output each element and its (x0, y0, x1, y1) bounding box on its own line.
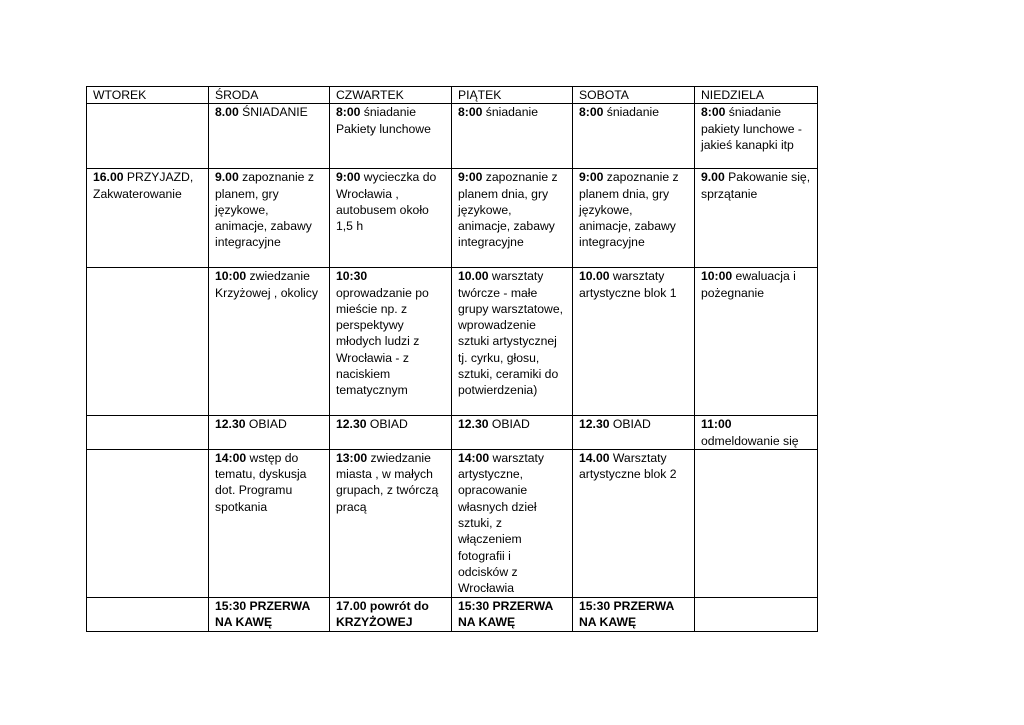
activity-text: OBIAD (366, 417, 408, 432)
activity-text: artystyczne blok 2 (579, 467, 677, 482)
cell-line (579, 104, 690, 120)
time-label: 17.00 powrót do (336, 598, 429, 613)
cell-line (336, 350, 447, 366)
cell-line (336, 333, 447, 349)
time-label: 15:30 PRZERWA (458, 598, 554, 613)
schedule-cell (573, 104, 695, 169)
activity-text: Warsztaty (609, 450, 667, 465)
activity-text: planem dnia, gry (458, 186, 549, 201)
cell-line (215, 169, 325, 185)
cell-line (458, 598, 568, 614)
activity-text: miasta , w małych (336, 467, 433, 482)
cell-line (579, 598, 690, 614)
schedule-cell (573, 416, 695, 450)
cell-line (336, 598, 447, 614)
schedule-cell (452, 169, 573, 268)
schedule-cell (209, 169, 330, 268)
cell-line (458, 104, 568, 120)
cell-line (458, 169, 568, 185)
table-row-morning (87, 169, 818, 268)
cell-line (458, 366, 568, 382)
cell-line (458, 317, 568, 333)
schedule-cell (452, 268, 573, 416)
activity-text: OBIAD (609, 417, 651, 432)
time-label: 15:30 PRZERWA (215, 598, 311, 613)
cell-line (579, 186, 690, 202)
schedule-cell (452, 449, 573, 597)
cell-line (458, 450, 568, 466)
schedule-cell (330, 268, 452, 416)
cell-line (93, 169, 204, 185)
cell-line (458, 515, 568, 531)
activity-text: Pakowanie się, (724, 170, 811, 185)
cell-line (579, 416, 690, 432)
schedule-cell (209, 104, 330, 169)
activity-text: śniadanie (482, 105, 538, 120)
cell-line (458, 268, 568, 284)
time-label: 12.30 (215, 417, 246, 432)
schedule-cell (695, 449, 818, 597)
cell-line (458, 564, 568, 580)
cell-line (336, 104, 447, 120)
activity-text: warsztaty (488, 269, 544, 284)
activity-text: językowe, (458, 202, 512, 217)
schedule-cell (695, 268, 818, 416)
cell-line (336, 169, 447, 185)
activity-text: tematu, dyskusja (215, 467, 307, 482)
activity-text: spotkania (215, 499, 268, 514)
time-label: 12.30 (336, 417, 367, 432)
activity-text: pracą (336, 499, 367, 514)
cell-line (336, 466, 447, 482)
activity-text: sprzątanie (701, 186, 758, 201)
cell-line (458, 499, 568, 515)
cell-line (458, 202, 568, 218)
activity-text: odcisków z (458, 564, 518, 579)
cell-line (701, 104, 813, 120)
cell-line (458, 285, 568, 301)
schedule-cell (209, 268, 330, 416)
activity-text: zwiedzanie (246, 269, 310, 284)
activity-text: artystyczne, (458, 467, 524, 482)
time-label: 10:00 (701, 269, 733, 284)
header-row (87, 87, 818, 104)
schedule-cell (330, 416, 452, 450)
schedule-cell (330, 104, 452, 169)
table-row-afternoon (87, 449, 818, 597)
activity-text: śniadanie (603, 105, 659, 120)
schedule-cell (87, 268, 209, 416)
cell-line (336, 186, 447, 202)
schedule-cell (209, 416, 330, 450)
time-label: 10.00 (579, 269, 610, 284)
cell-line (579, 169, 690, 185)
cell-line (215, 202, 325, 218)
activity-text: wstęp do (246, 450, 299, 465)
activity-text: wprowadzenie (458, 318, 536, 333)
cell-line (215, 234, 325, 250)
cell-line (458, 301, 568, 317)
cell-line (336, 366, 447, 382)
time-label: NA KAWĘ (458, 614, 516, 629)
activity-text: ewaluacja i (732, 269, 796, 284)
schedule-cell (695, 416, 818, 450)
time-label: 10:00 (215, 269, 247, 284)
cell-line (336, 218, 447, 234)
activity-text: odmeldowanie się (701, 433, 799, 448)
activity-text: warsztaty (489, 450, 545, 465)
cell-line (458, 531, 568, 547)
activity-text: pakiety lunchowe - (701, 121, 802, 136)
activity-text: grupy warsztatowe, (458, 301, 563, 316)
activity-text: sztuki, ceramiki do (458, 367, 559, 382)
cell-line (579, 268, 690, 284)
activity-text: Wrocławia (458, 581, 514, 596)
activity-text: planem, gry (215, 186, 279, 201)
schedule-table (86, 86, 818, 632)
activity-text: twórcze - małe (458, 285, 538, 300)
cell-line (336, 614, 447, 630)
activity-text: włączeniem (458, 532, 522, 547)
cell-line (215, 499, 325, 515)
activity-text: własnych dzieł (458, 499, 537, 514)
time-label: NA KAWĘ (579, 614, 637, 629)
day-header-thursday: CZWARTEK (330, 87, 452, 104)
cell-line (701, 433, 813, 449)
day-header-tuesday: WTOREK (87, 87, 209, 104)
activity-text: zwiedzanie (367, 450, 431, 465)
activity-text: animacje, zabawy (579, 219, 676, 234)
time-label: 9.00 (701, 170, 725, 185)
cell-line (579, 234, 690, 250)
day-header-friday: PIĄTEK (452, 87, 573, 104)
cell-line (458, 218, 568, 234)
activity-text: planem dnia, gry (579, 186, 670, 201)
schedule-cell (573, 169, 695, 268)
time-label: 8:00 (701, 105, 726, 120)
cell-line (336, 416, 447, 432)
activity-text: sztuki artystycznej (458, 334, 557, 349)
time-label: 12.30 (579, 417, 610, 432)
cell-line (336, 450, 447, 466)
time-label: 14:00 (458, 450, 490, 465)
cell-line (701, 186, 813, 202)
cell-line (336, 202, 447, 218)
activity-text: śniadanie (360, 105, 416, 120)
cell-line (458, 614, 568, 630)
activity-text: śniadanie (725, 105, 781, 120)
schedule-cell (330, 597, 452, 631)
schedule-cell (209, 449, 330, 597)
cell-line (579, 466, 690, 482)
schedule-cell (695, 597, 818, 631)
cell-line (336, 499, 447, 515)
time-label: 11:00 (701, 417, 732, 432)
table-row-break (87, 597, 818, 631)
activity-text: perspektywy (336, 318, 404, 333)
activity-text: Zakwaterowanie (93, 186, 182, 201)
cell-line (215, 268, 325, 284)
cell-line (458, 482, 568, 498)
cell-line (579, 218, 690, 234)
time-label: 14.00 (579, 450, 610, 465)
activity-text: zapoznanie z (603, 170, 679, 185)
cell-line (701, 121, 813, 137)
activity-text: fotografii i (458, 548, 511, 563)
activity-text: PRZYJAZD, (123, 170, 194, 185)
cell-line (336, 268, 447, 284)
schedule-cell (452, 104, 573, 169)
cell-line (215, 218, 325, 234)
activity-text: językowe, (215, 202, 269, 217)
schedule-cell (695, 169, 818, 268)
schedule-cell (87, 597, 209, 631)
day-header-sunday: NIEDZIELA (695, 87, 818, 104)
time-label: 15:30 PRZERWA (579, 598, 675, 613)
schedule-cell (452, 416, 573, 450)
cell-line (336, 382, 447, 398)
schedule-cell (573, 597, 695, 631)
activity-text: tj. cyrku, głosu, (458, 350, 540, 365)
activity-text: integracyjne (579, 235, 645, 250)
cell-line (215, 614, 325, 630)
activity-text: integracyjne (458, 235, 524, 250)
activity-text: naciskiem (336, 367, 391, 382)
time-label: 12.30 (458, 417, 489, 432)
activity-text: OBIAD (245, 417, 287, 432)
schedule-cell (695, 104, 818, 169)
time-label: 9:00 (458, 170, 483, 185)
cell-line (701, 416, 813, 432)
activity-text: OBIAD (488, 417, 530, 432)
cell-line (458, 382, 568, 398)
activity-text: oprowadzanie po (336, 285, 429, 300)
schedule-cell (330, 449, 452, 597)
activity-text: pożegnanie (701, 285, 765, 300)
cell-line (579, 450, 690, 466)
table-row-late-morning (87, 268, 818, 416)
cell-line (701, 137, 813, 153)
activity-text: jakieś kanapki itp (701, 137, 794, 152)
schedule-cell (209, 597, 330, 631)
time-label: 13:00 (336, 450, 368, 465)
activity-text: mieście np. z (336, 301, 408, 316)
cell-line (215, 482, 325, 498)
activity-text: ŚNIADANIE (238, 105, 308, 120)
schedule-cell (87, 449, 209, 597)
activity-text: zapoznanie z (482, 170, 558, 185)
cell-line (579, 202, 690, 218)
cell-line (215, 186, 325, 202)
time-label: 9:00 (579, 170, 604, 185)
cell-line (215, 285, 325, 301)
cell-line (458, 548, 568, 564)
cell-line (458, 416, 568, 432)
cell-line (215, 450, 325, 466)
schedule-cell (452, 597, 573, 631)
cell-line (458, 186, 568, 202)
time-label: NA KAWĘ (215, 614, 273, 629)
activity-text: sztuki, z (458, 516, 503, 531)
schedule-cell (87, 416, 209, 450)
cell-line (215, 598, 325, 614)
schedule-cell (573, 449, 695, 597)
time-label: KRZYŻOWEJ (336, 614, 413, 629)
schedule-cell (87, 104, 209, 169)
cell-line (215, 466, 325, 482)
cell-line (93, 186, 204, 202)
activity-text: wycieczka do (360, 170, 437, 185)
cell-line (701, 285, 813, 301)
cell-line (458, 350, 568, 366)
activity-text: zapoznanie z (238, 170, 314, 185)
activity-text: Krzyżowej , okolicy (215, 285, 318, 300)
cell-line (579, 285, 690, 301)
cell-line (336, 121, 447, 137)
cell-line (579, 614, 690, 630)
cell-line (458, 234, 568, 250)
cell-line (336, 482, 447, 498)
schedule-cell (330, 169, 452, 268)
cell-line (215, 416, 325, 432)
activity-text: dot. Programu (215, 483, 293, 498)
time-label: 8:00 (579, 105, 604, 120)
day-header-wednesday: ŚRODA (209, 87, 330, 104)
time-label: 10.00 (458, 269, 489, 284)
day-header-saturday: SOBOTA (573, 87, 695, 104)
activity-text: integracyjne (215, 235, 281, 250)
table-row-breakfast (87, 104, 818, 169)
activity-text: autobusem około (336, 202, 429, 217)
time-label: 8:00 (458, 105, 483, 120)
activity-text: potwierdzenia) (458, 383, 538, 398)
time-label: 9:00 (336, 170, 361, 185)
activity-text: tematycznym (336, 383, 408, 398)
cell-line (458, 333, 568, 349)
activity-text: młodych ludzi z (336, 334, 420, 349)
time-label: 10:30 (336, 269, 368, 284)
cell-line (701, 169, 813, 185)
cell-line (701, 268, 813, 284)
activity-text: animacje, zabawy (215, 219, 312, 234)
activity-text: opracowanie (458, 483, 528, 498)
activity-text: językowe, (579, 202, 633, 217)
cell-line (215, 104, 325, 120)
cell-line (458, 466, 568, 482)
activity-text: Wrocławia - z (336, 350, 409, 365)
time-label: 8.00 (215, 105, 239, 120)
activity-text: 1,5 h (336, 219, 364, 234)
activity-text: warsztaty (609, 269, 665, 284)
activity-text: Wrocławia , (336, 186, 399, 201)
schedule-cell (573, 268, 695, 416)
time-label: 16.00 (93, 170, 124, 185)
cell-line (458, 580, 568, 596)
table-row-lunch (87, 416, 818, 450)
activity-text: Pakiety lunchowe (336, 121, 431, 136)
activity-text: artystyczne blok 1 (579, 285, 677, 300)
time-label: 8:00 (336, 105, 361, 120)
cell-line (336, 285, 447, 301)
time-label: 14:00 (215, 450, 247, 465)
activity-text: grupach, z twórczą (336, 483, 439, 498)
schedule-cell (87, 169, 209, 268)
cell-line (336, 301, 447, 317)
activity-text: animacje, zabawy (458, 219, 555, 234)
time-label: 9.00 (215, 170, 239, 185)
cell-line (336, 317, 447, 333)
